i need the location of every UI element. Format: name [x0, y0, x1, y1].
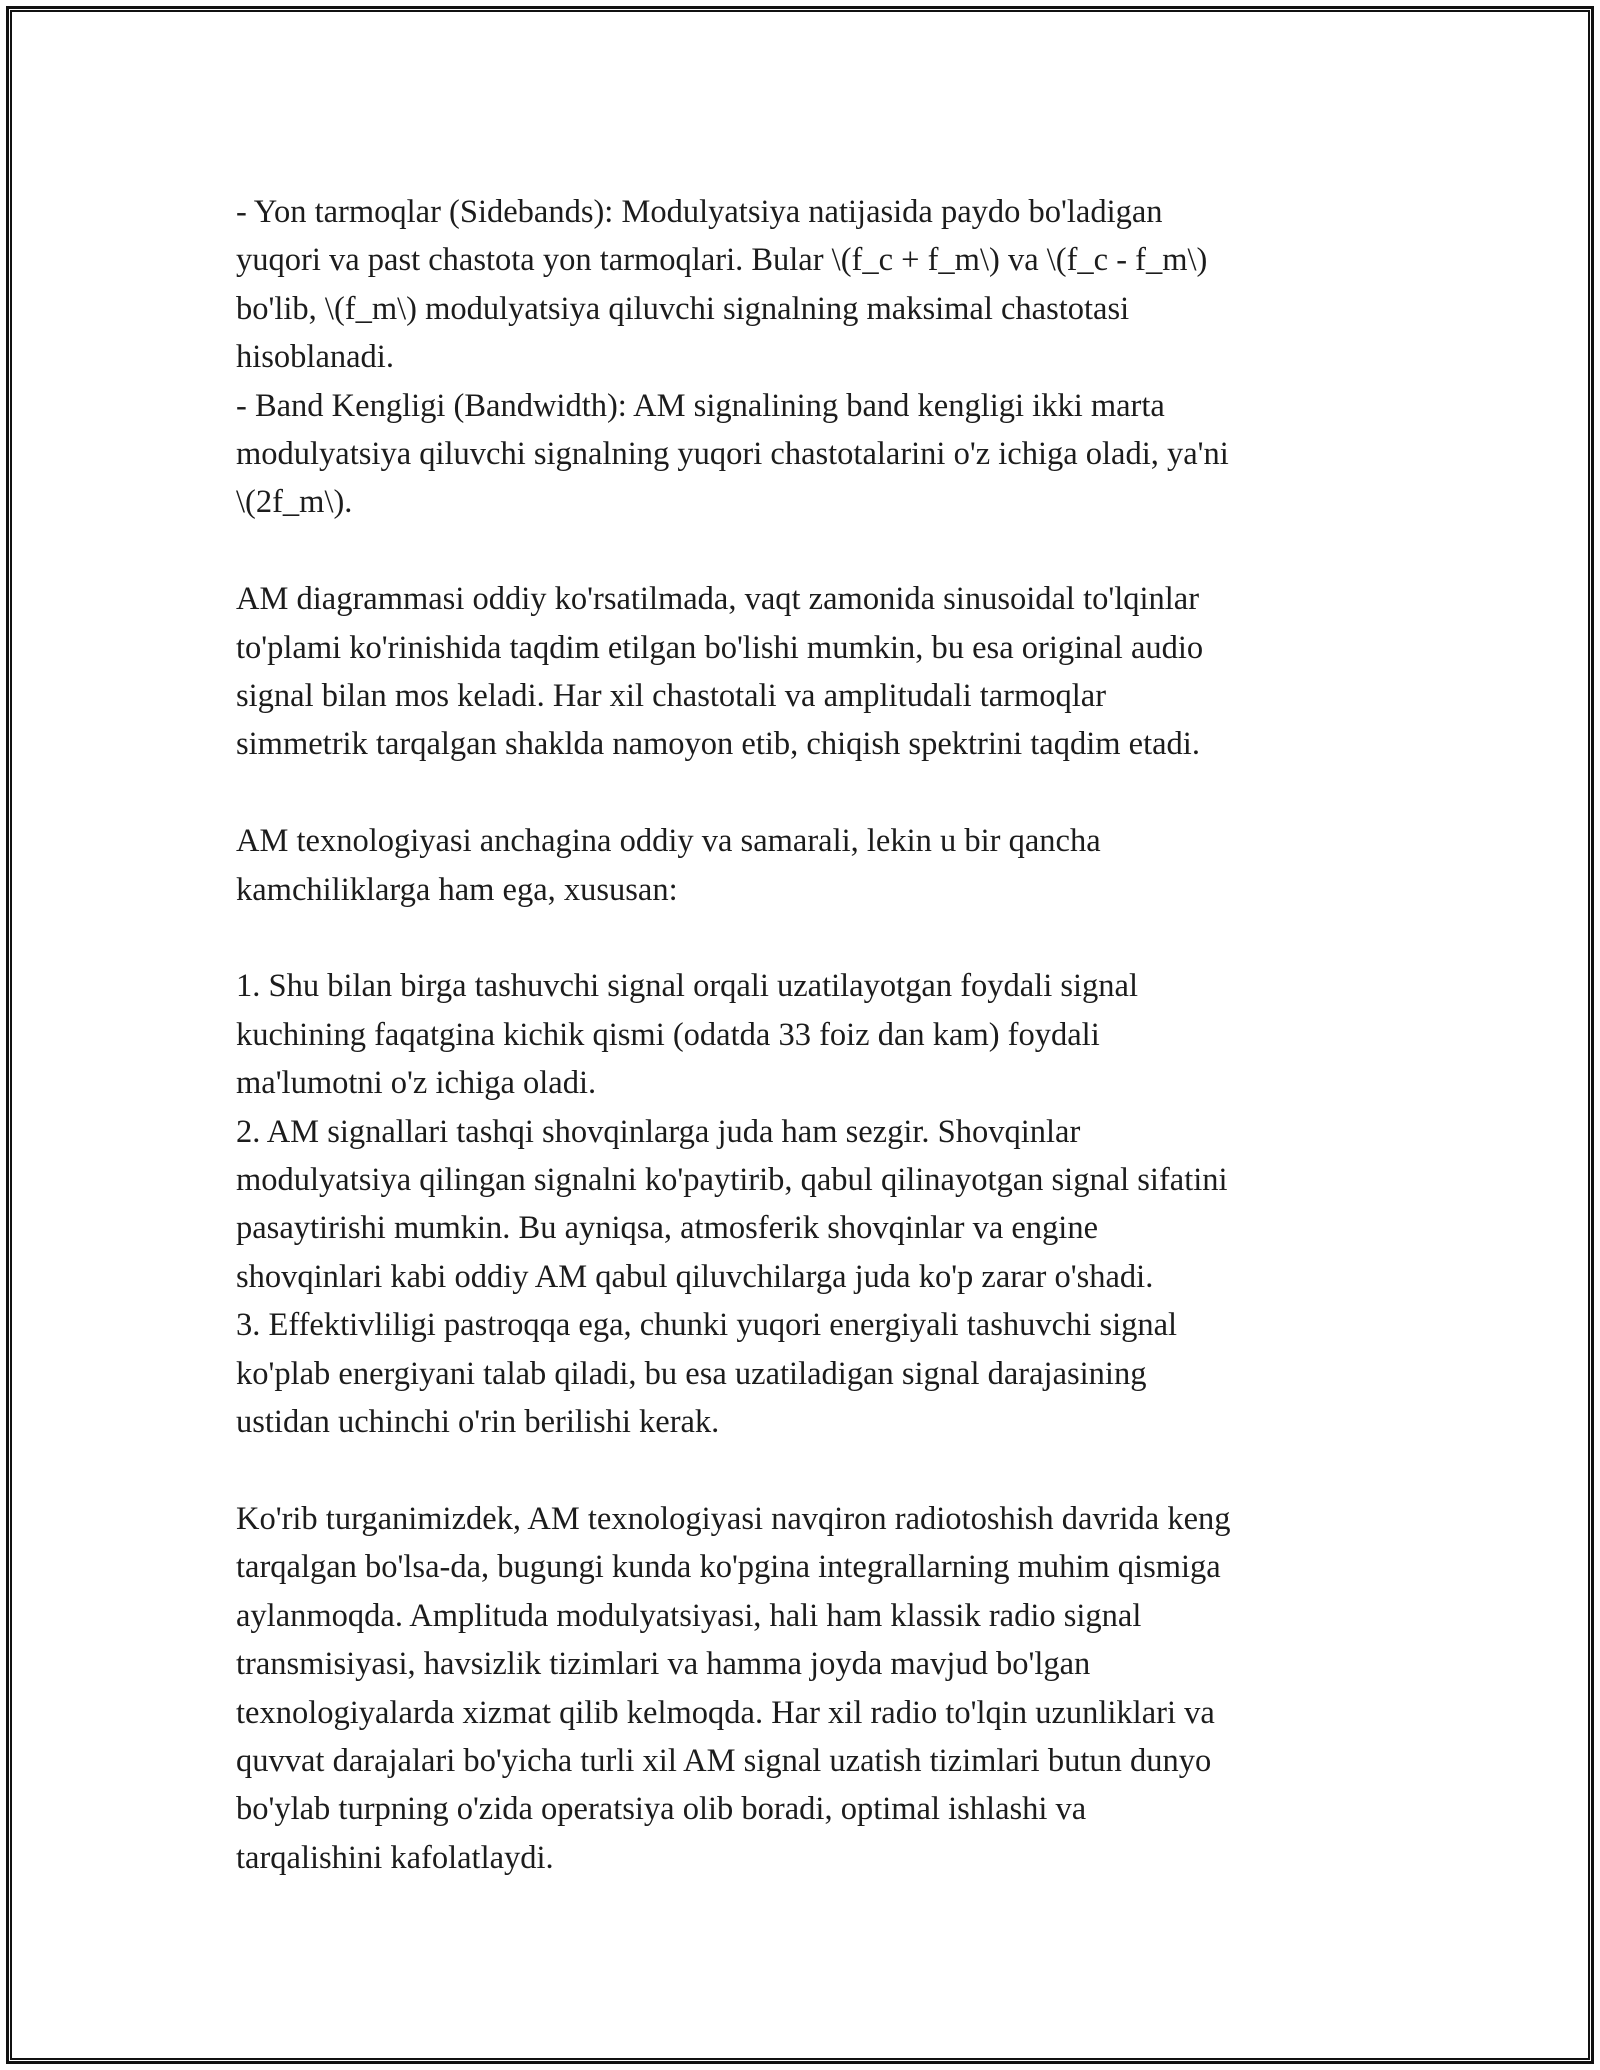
- text-line: kuchining faqatgina kichik qismi (odatda 33 foiz dan kam) foydali: [236, 1016, 1100, 1053]
- text-line: shovqinlari kabi oddiy AM qabul qiluvchilarga juda ko'p zarar o'shadi.: [236, 1258, 1154, 1295]
- text-line: - Band Kengligi (Bandwidth): AM signalining band kengligi ikki marta: [236, 387, 1165, 424]
- text-line: signal bilan mos keladi. Har xil chastotali va amplitudali tarmoqlar: [236, 678, 1107, 715]
- text-line: texnologiyalarda xizmat qilib kelmoqda. Har xil radio to'lqin uzunliklari va: [236, 1694, 1215, 1731]
- text-line: ustidan uchinchi o'rin berilishi kerak.: [236, 1404, 720, 1441]
- document-body: [236, 188, 1376, 1931]
- text-line: 1. Shu bilan birga tashuvchi signal orqali uzatilayotgan foydali signal: [236, 968, 1139, 1005]
- text-line: hisoblanadi.: [236, 339, 394, 376]
- text-line: modulyatsiya qiluvchi signalning yuqori chastotalarini o'z ichiga oladi, ya'ni: [236, 436, 1229, 473]
- text-line: tarqalishini kafolatlaydi.: [236, 1839, 554, 1876]
- text-line: 2. AM signallari tashqi shovqinlarga juda ham sezgir. Shovqinlar: [236, 1113, 1081, 1150]
- text-line: transmisiyasi, havsizlik tizimlari va hamma joyda mavjud bo'lgan: [236, 1646, 1091, 1683]
- text-line: tarqalgan bo'lsa-da, bugungi kunda ko'pgina integrallarning muhim qismiga: [236, 1549, 1221, 1586]
- text-line: Ko'rib turganimizdek, AM texnologiyasi navqiron radiotoshish davrida keng: [236, 1500, 1231, 1537]
- text-line: aylanmoqda. Amplituda modulyatsiyasi, hali ham klassik radio signal: [236, 1597, 1142, 1634]
- text-line: - Yon tarmoqlar (Sidebands): Modulyatsiya natijasida paydo bo'ladigan: [236, 194, 1163, 230]
- text-line: modulyatsiya qilingan signalni ko'paytirib, qabul qilinayotgan signal sifatini: [236, 1162, 1228, 1199]
- text-line: ma'lumotni o'z ichiga oladi.: [236, 1065, 597, 1102]
- text-line: pasaytirishi mumkin. Bu ayniqsa, atmosferik shovqinlar va engine: [236, 1210, 1098, 1247]
- paragraph-sidebands-bandwidth: [236, 188, 1376, 527]
- text-line: kamchiliklarga ham ega, xususan:: [236, 871, 678, 908]
- paragraph-am-diagram: [236, 575, 1376, 769]
- text-line: to'plami ko'rinishida taqdim etilgan bo'lishi mumkin, bu esa original audio: [236, 629, 1204, 666]
- paragraph-conclusion: [236, 1495, 1376, 1882]
- text-line: bo'ylab turpning o'zida operatsiya olib boradi, optimal ishlashi va: [236, 1791, 1087, 1828]
- text-line: \(2f_m\).: [236, 484, 353, 521]
- text-line: simmetrik tarqalgan shaklda namoyon etib, chiqish spektrini taqdim etadi.: [236, 726, 1200, 763]
- text-line: quvvat darajalari bo'yicha turli xil AM signal uzatish tizimlari butun dunyo: [236, 1742, 1212, 1779]
- text-line: bo'lib, \(f_m\) modulyatsiya qiluvchi signalning maksimal chastotasi: [236, 290, 1130, 327]
- text-line: 3. Effektivliligi pastroqqa ega, chunki yuqori energiyali tashuvchi signal: [236, 1307, 1178, 1344]
- text-line: AM texnologiyasi anchagina oddiy va samarali, lekin u bir qancha: [236, 823, 1101, 860]
- paragraph-am-drawbacks-intro: [236, 817, 1376, 914]
- text-line: yuqori va past chastota yon tarmoqlari. Bular \(f_c + f_m\) va \(f_c - f_m\): [236, 242, 1208, 279]
- text-line: AM diagrammasi oddiy ko'rsatilmada, vaqt zamonida sinusoidal to'lqinlar: [236, 581, 1200, 618]
- text-line: ko'plab energiyani talab qiladi, bu esa uzatiladigan signal darajasining: [236, 1355, 1147, 1392]
- paragraph-drawbacks-list: [236, 962, 1376, 1446]
